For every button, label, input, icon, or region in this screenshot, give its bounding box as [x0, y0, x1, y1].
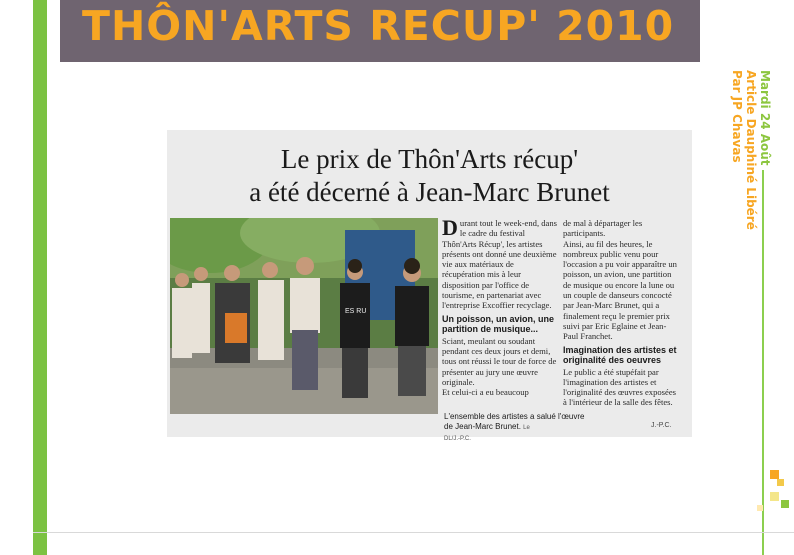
page-title: THÔN'ARTS RECUP' 2010	[82, 2, 675, 50]
caption-date: Mardi 24 Août	[758, 70, 772, 166]
vertical-caption	[732, 70, 777, 250]
svg-text:ES RU: ES RU	[345, 308, 367, 315]
column2-subheading: Imagination des artistes et originalité des oeuvres	[563, 344, 677, 365]
decor-square-green	[781, 500, 789, 508]
photo-credit-le: Le	[523, 424, 530, 431]
right-divider-line	[762, 170, 764, 555]
bottom-divider	[33, 532, 794, 533]
decor-square-yellow	[777, 479, 784, 486]
column1-paragraph3: Et celui-ci a eu beaucoup	[442, 387, 529, 398]
article-title-line1: Le prix de Thôn'Arts récup'	[280, 144, 579, 174]
article-title-line2: a été décerné à Jean-Marc Brunet	[249, 177, 610, 207]
photo-credit: DL/J.-P.C.	[444, 436, 471, 442]
column1-paragraph2: Sciant, meulant ou soudant pendant ces deux jours et demi, tous ont réussi le tour de force de présenter au jury une œuvre originale.	[442, 335, 557, 387]
column2-paragraph3: Le public a été stupéfait par l'imagination des artistes et l'originalité des œuvres exposées à l'intérieur de la salle des fêtes.	[563, 366, 676, 408]
caption-text: L'ensemble des artistes a salué l'œuvre de Jean-Marc Brunet.	[444, 412, 585, 431]
photo-caption	[444, 412, 594, 445]
column2-paragraph1: de mal à départager les participants.	[563, 218, 643, 239]
column1-subheading: Un poisson, un avion, une partition de musique...	[442, 313, 555, 334]
newspaper-clipping	[167, 130, 692, 442]
article-signature: J.-P.C.	[651, 422, 672, 429]
article-column-1	[442, 215, 558, 398]
drop-cap: D	[442, 215, 458, 240]
caption-source: Article Dauphiné Libéré	[744, 70, 758, 230]
decor-square-pale	[770, 492, 779, 501]
artists-group-photo	[170, 218, 438, 414]
left-green-bar	[33, 0, 47, 555]
column2-paragraph2: Ainsi, au fil des heures, le nombreux public venu pour l'occasion a pu voir apparaître un poisson, un avion, une partition de musique ou encore la lune ou un couple de danseurs concocté par Jean-Marc Brunet, qui a finalement reçu le premier prix suivi par Eric Eglaine et Jean-Paul Franchet.	[563, 238, 677, 342]
column1-paragraph1: urant tout le week-end, dans le cadre du festival Thôn'Arts Récup', les artistes présents ont donné une deuxième vie aux matériaux de récupération mis à leur disposition par l'office de tourisme, en partenariat avec l'entreprise Excoffier recyclage.	[442, 218, 558, 311]
decor-square-light	[757, 505, 763, 511]
caption-author: Par JP Chavas	[730, 70, 744, 163]
article-photo	[170, 218, 438, 414]
article-column-2	[563, 218, 678, 408]
decor-square-orange	[770, 470, 779, 479]
